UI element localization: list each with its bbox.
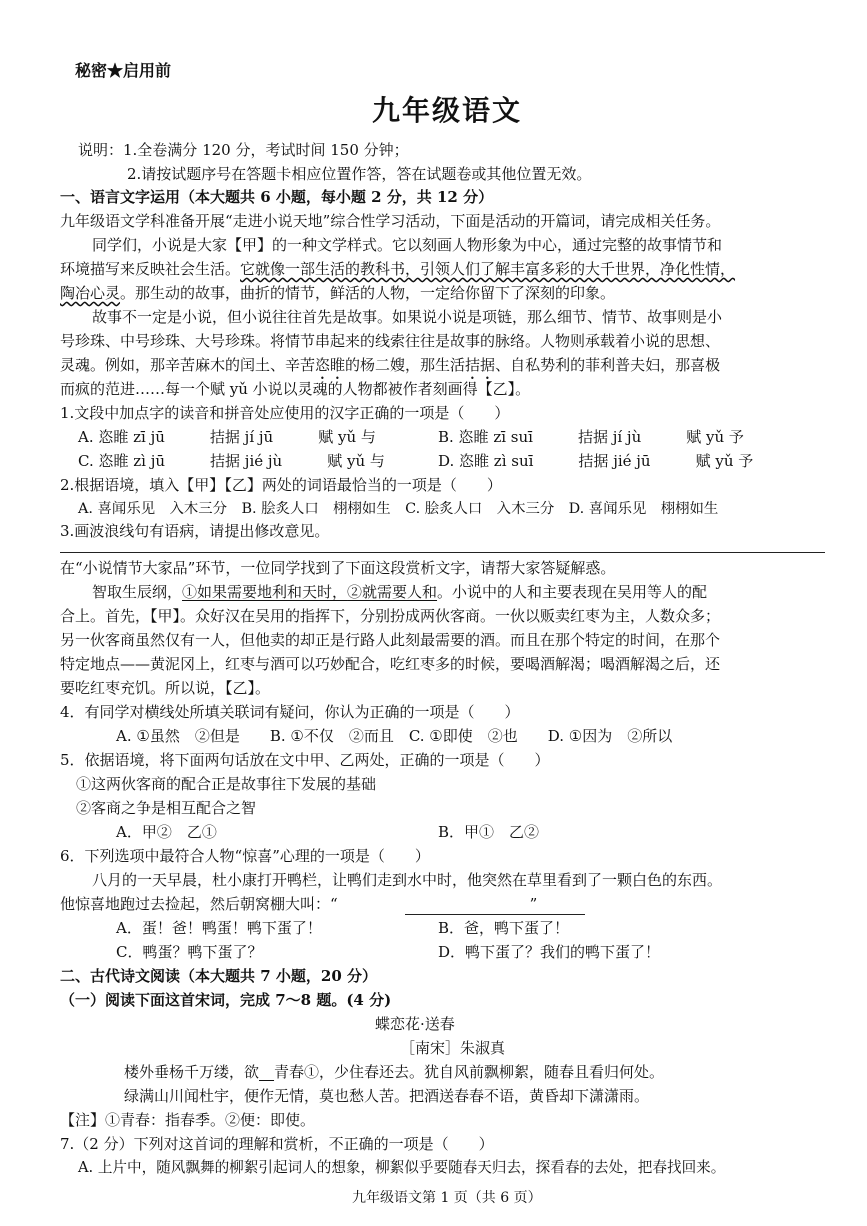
instructions-line-2: 2.请按试题序号在答题卡相应位置作答，答在试题卷或其他位置无效。 [127, 165, 592, 183]
poem-line-2: 绿满山川闻杜宇，便作无情，莫也愁人苦。把酒送春春不语，黄昏却下潇潇雨。 [124, 1087, 650, 1105]
poem-title: 蝶恋花·送春 [375, 1015, 455, 1033]
blank-1: ①如果需要地利和天时， [182, 583, 348, 601]
passage3-line-5: 要吃红枣充饥。所以说，【乙】。 [60, 679, 271, 697]
q7-option-a: A. 上片中，随风飘舞的柳絮引起词人的想象，柳絮似乎要随春天归去，探看春的去处，把春找回来。 [78, 1159, 726, 1176]
section1-heading: 一、语言文字运用（本大题共 6 小题，每小题 2 分，共 12 分） [60, 188, 494, 206]
q5-sentence-1: ①这两伙客商的配合正是故事往下发展的基础 [76, 775, 377, 793]
passage3-line-2: 合上。首先，【甲】。众好汉在吴用的指挥下，分别扮成两伙客商。一伙以贩卖红枣为主，人数众多； [60, 607, 721, 625]
wavy-sentence-part2: 陶冶心灵 [60, 284, 121, 302]
wavy-sentence-part1: 它就像一部生活的教科书，引领人们了解丰富多彩的大千世界，净化性情， [240, 260, 736, 278]
q6-option-a: A．蛋！爸！鸭蛋！鸭下蛋了！ [116, 919, 322, 937]
passage3-line-1: 智取生辰纲，①如果需要地利和天时，②就需要人和。小说中的人和主要表现在吴用等人的配 [92, 583, 708, 601]
poem-author: ［南宋］朱淑真 [400, 1039, 506, 1057]
passage2-line-1: 故事不一定是小说，但小说往往首先是故事。如果说小说是项链，那么细节、情节、故事则是小 [92, 308, 723, 326]
poem-note: 【注】①青春：指春季。②便：即使。 [60, 1111, 316, 1129]
q7-stem: 7.（2 分）下列对这首词的理解和赏析，不正确的一项是（ ） [60, 1135, 494, 1153]
confidential-mark: 秘密★启用前 [75, 61, 172, 80]
q3-answer-line [60, 552, 825, 553]
q2-options: A. 喜闻乐见 入木三分 B. 脍炙人口 栩栩如生 C. 脍炙人口 入木三分 D. 喜闻乐见 栩栩如生 [78, 501, 719, 517]
passage2-line-3: 灵魂。例如，那辛苦麻木的闰土、辛苦恣睢的杨二嫂，那生活拮据、自私势利的菲利普夫妇，那喜极 [60, 356, 721, 374]
page-footer: 九年级语文第 1 页（共 6 页） [352, 1190, 542, 1206]
q1-option-c: C. 恣睢 zì jū 拮据 jié jù 赋 yǔ 与 [78, 452, 385, 470]
task2-intro: 在“小说情节大家品”环节，一位同学找到了下面这段赏析文字，请帮大家答疑解惑。 [60, 559, 616, 577]
q6-option-d: D．鸭下蛋了？我们的鸭下蛋了！ [438, 943, 661, 961]
dotted-word-zisui: 恣睢 [315, 356, 346, 374]
blank-2: ②就需要人和 [347, 583, 438, 601]
dotted-word-jieju: 拮据 [465, 356, 496, 374]
q6-blank-line [405, 914, 585, 915]
passage1-line-1: 同学们，小说是大家【甲】的一种文学样式。它以刻画人物形象为中心，通过完整的故事情节和 [92, 236, 723, 254]
q1-option-d: D. 恣睢 zì suī 拮据 jié jū 赋 yǔ 予 [438, 452, 754, 470]
q6-stem: 6．下列选项中最符合人物“惊喜”心理的一项是（ ） [60, 847, 430, 865]
q1-stem: 1.文段中加点字的读音和拼音处应使用的汉字正确的一项是（ ） [60, 404, 510, 422]
passage1-line-3: 陶冶心灵。那生动的故事，曲折的情节，鲜活的人物，一定给你留下了深刻的印象。 [60, 284, 616, 302]
q2-stem: 2.根据语境，填入【甲】【乙】两处的词语最恰当的一项是（ ） [60, 476, 502, 494]
q6-option-c: C．鸭蛋？鸭下蛋了？ [116, 943, 263, 961]
q6-context-2: 他惊喜地跑过去捡起，然后朝窝棚大叫：“ ” [60, 895, 538, 913]
passage2-line-4: 而疯的范进……每一个赋 yǔ 小说以灵魂的人物都被作者刻画得【乙】。 [60, 380, 531, 398]
q1-option-a: A. 恣睢 zī jū 拮据 jí jū 赋 yǔ 与 [78, 428, 376, 446]
section2-sub1: （一）阅读下面这首宋词，完成 7～8 题。(4 分) [60, 991, 392, 1009]
page-title: 九年级语文 [372, 94, 523, 127]
q6-option-b: B．爸，鸭下蛋了！ [438, 919, 570, 937]
q4-options: A. ①虽然 ②但是 B. ①不仅 ②而且 C. ①即使 ②也 D. ①因为 ②所以 [116, 727, 673, 745]
poem-line-1: 楼外垂杨千万缕，欲 青春①，少住春还去。犹自风前飘柳絮，随春且看归何处。 [124, 1063, 665, 1081]
q6-context-1: 八月的一天早晨，杜小康打开鸭栏，让鸭们走到水中时，他突然在草里看到了一颗白色的东西。 [92, 871, 723, 889]
q5-sentence-2: ②客商之争是相互配合之智 [76, 799, 257, 817]
passage1-line-2: 环境描写来反映社会生活。它就像一部生活的教科书，引领人们了解丰富多彩的大千世界，净化性情， [60, 260, 736, 278]
passage3-line-4: 特定地点——黄泥冈上，红枣与酒可以巧妙配合，吃红枣多的时候，要喝酒解渴；喝酒解渴之后，还 [60, 655, 721, 673]
q5-stem: 5．依据语境，将下面两句话放在文中甲、乙两处，正确的一项是（ ） [60, 751, 550, 769]
passage3-line-3: 另一伙客商虽然仅有一人，但他卖的却正是行路人此刻最需要的酒。而且在那个特定的时间，在那个 [60, 631, 721, 649]
q5-option-b: B．甲① 乙② [438, 823, 540, 841]
instructions-line-1: 说明：1.全卷满分 120 分，考试时间 150 分钟； [78, 141, 409, 159]
section2-heading: 二、古代诗文阅读（本大题共 7 小题，20 分） [60, 967, 377, 985]
q1-option-b: B. 恣睢 zī suī 拮据 jí jù 赋 yǔ 予 [438, 428, 744, 446]
q5-option-a: A．甲② 乙① [116, 823, 217, 841]
section1-intro: 九年级语文学科准备开展“走进小说天地”综合性学习活动，下面是活动的开篇词，请完成相关任务。 [60, 212, 721, 230]
q3-stem: 3.画波浪线句有语病，请提出修改意见。 [60, 522, 330, 540]
q4-stem: 4．有同学对横线处所填关联词有疑问，你认为正确的一项是（ ） [60, 703, 520, 721]
passage2-line-2: 号珍珠、中号珍珠、大号珍珠。将情节串起来的线索往往是故事的脉络。人物则承载着小说的思想、 [60, 332, 721, 350]
